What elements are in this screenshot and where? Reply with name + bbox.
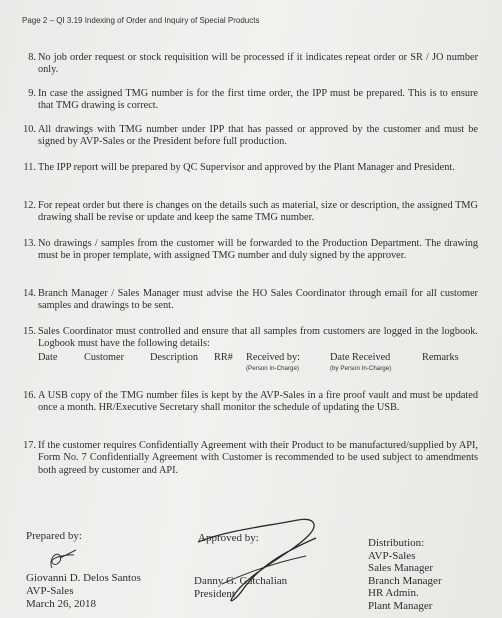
distribution-item: Branch Manager [368,574,442,587]
logbook-col-date: Date [38,351,58,363]
approved-by-label: Approved by: [198,532,259,544]
item-number: 12. [23,200,36,211]
logbook-col-customer: Customer [84,351,125,363]
page-header: Page 2 – QI 3.19 Indexing of Order and Inquiry of Special Products [22,16,260,25]
item-number: 10. [23,124,36,135]
prepared-signature [30,546,90,572]
distribution-item: Plant Manager [368,599,433,612]
logbook-col-remarks: Remarks [422,351,459,363]
prepared-date: March 26, 2018 [26,598,96,610]
list-item [23,440,478,477]
prepared-name: Giovanni D. Delos Santos [26,572,141,584]
distribution-block [368,537,442,612]
item-text: Branch Manager / Sales Manager must advise the HO Sales Coordinator through email for all customer samples and drawings to be sent. [38,288,478,312]
item-number: 14. [23,288,36,299]
logbook-col-date-received [330,351,422,372]
received-by-label: Received by: [246,351,301,363]
approved-name: Danny G. Gatchalian [194,575,288,587]
logbook-columns [38,351,478,372]
list-item [23,124,478,149]
list-item [23,326,478,372]
item-text: If the customer requires Confidentially Agreement with their Product to be manufactured/supplied by API, Form No. 7 Confidentially Agreement with Customer is recommended to be used subject to amendments both agreed by customer and API. [38,440,478,476]
list-item [28,88,478,113]
item-number: 16. [23,390,36,401]
list-item [23,238,478,263]
date-received-label: Date Received [330,351,391,363]
item-text: All drawings with TMG number under IPP that has passed or approved by the customer and must be signed by AVP-Sales or the President before full production. [38,124,478,148]
date-received-note: (by Person In-Charge) [330,364,392,372]
distribution-item: Sales Manager [368,562,434,574]
received-by-note: (Person In-Charge) [246,364,299,372]
distribution-item: HR Admin. [368,587,419,599]
logbook-col-received-by [246,351,330,372]
item-text: Sales Coordinator must controlled and ensure that all samples from customers are logged in the logbook. Logbook must have the following details: [38,326,478,350]
list-item [23,288,478,313]
item-number: 13. [23,238,36,249]
distribution-item: AVP-Sales [368,549,416,562]
item-text: No drawings / samples from the customer will be forwarded to the Production Department. The drawing must be in proper template, with assigned TMG number and duly signed by the approver. [38,238,478,262]
list-item [28,52,478,77]
list-item [23,390,478,415]
item-text: A USB copy of the TMG number files is kept by the AVP-Sales in a fire proof vault and must be updated once a month. HR/Executive Secretary shall monitor the schedule of updating the USB. [38,390,478,414]
item-number: 17. [23,440,36,451]
item-text: For repeat order but there is changes on the details such as material, size or description, the assigned TMG drawing shall be revise or update and keep the same TMG number. [38,200,478,224]
item-text: No job order request or stock requisition will be processed if it indicates repeat order or SR / JO number only. [38,52,478,76]
list-item [23,162,478,174]
list-item [23,200,478,225]
item-text: In case the assigned TMG number is for the first time order, the IPP must be prepared. This is to ensure that TMG drawing is correct. [38,88,478,112]
distribution-label: Distribution: [368,537,425,549]
prepared-title: AVP-Sales [26,585,74,597]
logbook-col-description: Description [150,351,199,363]
approved-title: President [194,588,235,600]
item-number: 9. [28,88,36,99]
item-number: 15. [23,326,36,337]
item-number: 11. [23,162,36,173]
item-text: The IPP report will be prepared by QC Supervisor and approved by the Plant Manager and President. [38,162,455,173]
logbook-col-rr: RR# [214,351,233,363]
item-number: 8. [28,52,36,63]
prepared-by-label: Prepared by: [26,530,82,542]
